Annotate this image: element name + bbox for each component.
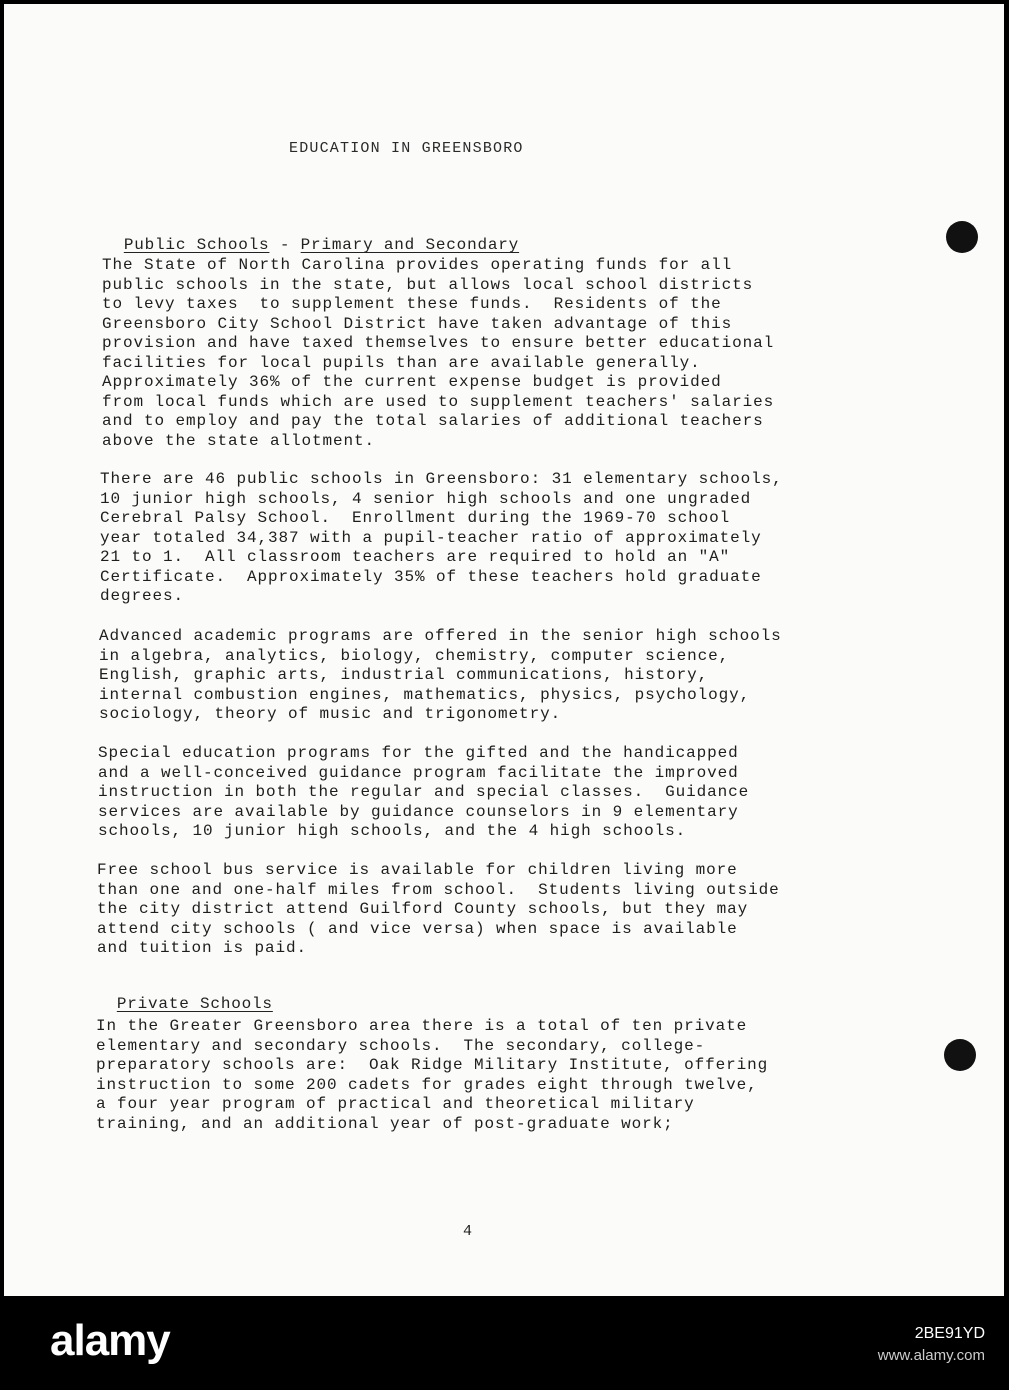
- page-number: 4: [463, 1223, 473, 1240]
- paragraph-advanced-programs: Advanced academic programs are offered in the senior high schools in algebra, analytics, biology, chemistry, computer science, English, graphic arts, industrial communications, history, internal combustion engines, mathematics, physics, psychology, sociology, theory of music and trigonometry.: [99, 627, 782, 723]
- punch-hole-top: [946, 221, 978, 253]
- heading-part-b: Primary and Secondary: [300, 236, 520, 254]
- paragraph-special-education: Special education programs for the gifted and the handicapped and a well-conceived guidance program facilitate the improved instruction in both the regular and special classes. Guidance services are available by guidance counselors in 9 elementary schools, 10 junior high schools, and the 4 high schools.: [98, 744, 750, 840]
- paragraph-state-funding: The State of North Carolina provides operating funds for all public schools in the state, but allows local school districts to levy taxes to supplement these funds. Residents of the Greensboro City School District have taken advantage of this provision and have taxed themselves to ensure better educational facilities for local pupils than are available generally. Approximately 36% of the current expense budget is provided from local funds which are used to supplement teachers' salaries and to employ and pay the total salaries of additional teachers above the state allotment.: [102, 256, 775, 450]
- site-url: www.alamy.com: [877, 1347, 985, 1364]
- document-title: EDUCATION IN GREENSBORO: [289, 140, 524, 157]
- paragraph-bus-service: Free school bus service is available for children living more than one and one-half miles from school. Students living outside the city district attend Guilford County schools, but they may attend city schools ( and vice versa) when space is available and tuition is paid.: [97, 861, 780, 957]
- image-id: 2BE91YD: [914, 1325, 985, 1342]
- private-heading-text: Private Schools: [116, 995, 273, 1013]
- image-id-block: [878, 1323, 985, 1367]
- public-schools-heading: [103, 218, 519, 254]
- private-schools-heading: [96, 977, 273, 1013]
- heading-part-a: Public Schools: [123, 236, 270, 254]
- heading-separator: -: [269, 236, 301, 254]
- punch-hole-bottom: [944, 1039, 976, 1071]
- alamy-logo: alamy: [50, 1316, 170, 1365]
- paragraph-private-schools: In the Greater Greensboro area there is a total of ten private elementary and secondary schools. The secondary, college- preparatory schools are: Oak Ridge Military Institute, offering instruction to some 200 cadets for grades eight through twelve, a four year program of practical and theoretical military training, and an additional year of post-graduate work;: [96, 1017, 769, 1133]
- paragraph-school-count: There are 46 public schools in Greensboro: 31 elementary schools, 10 junior high schools, 4 senior high schools and one ungraded Cerebral Palsy School. Enrollment during the 1969-70 school year totaled 34,387 with a pupil-teacher ratio of approximately 21 to 1. All classroom teachers are required to hold an "A" Certificate. Approximately 35% of these teachers hold graduate degrees.: [100, 470, 783, 605]
